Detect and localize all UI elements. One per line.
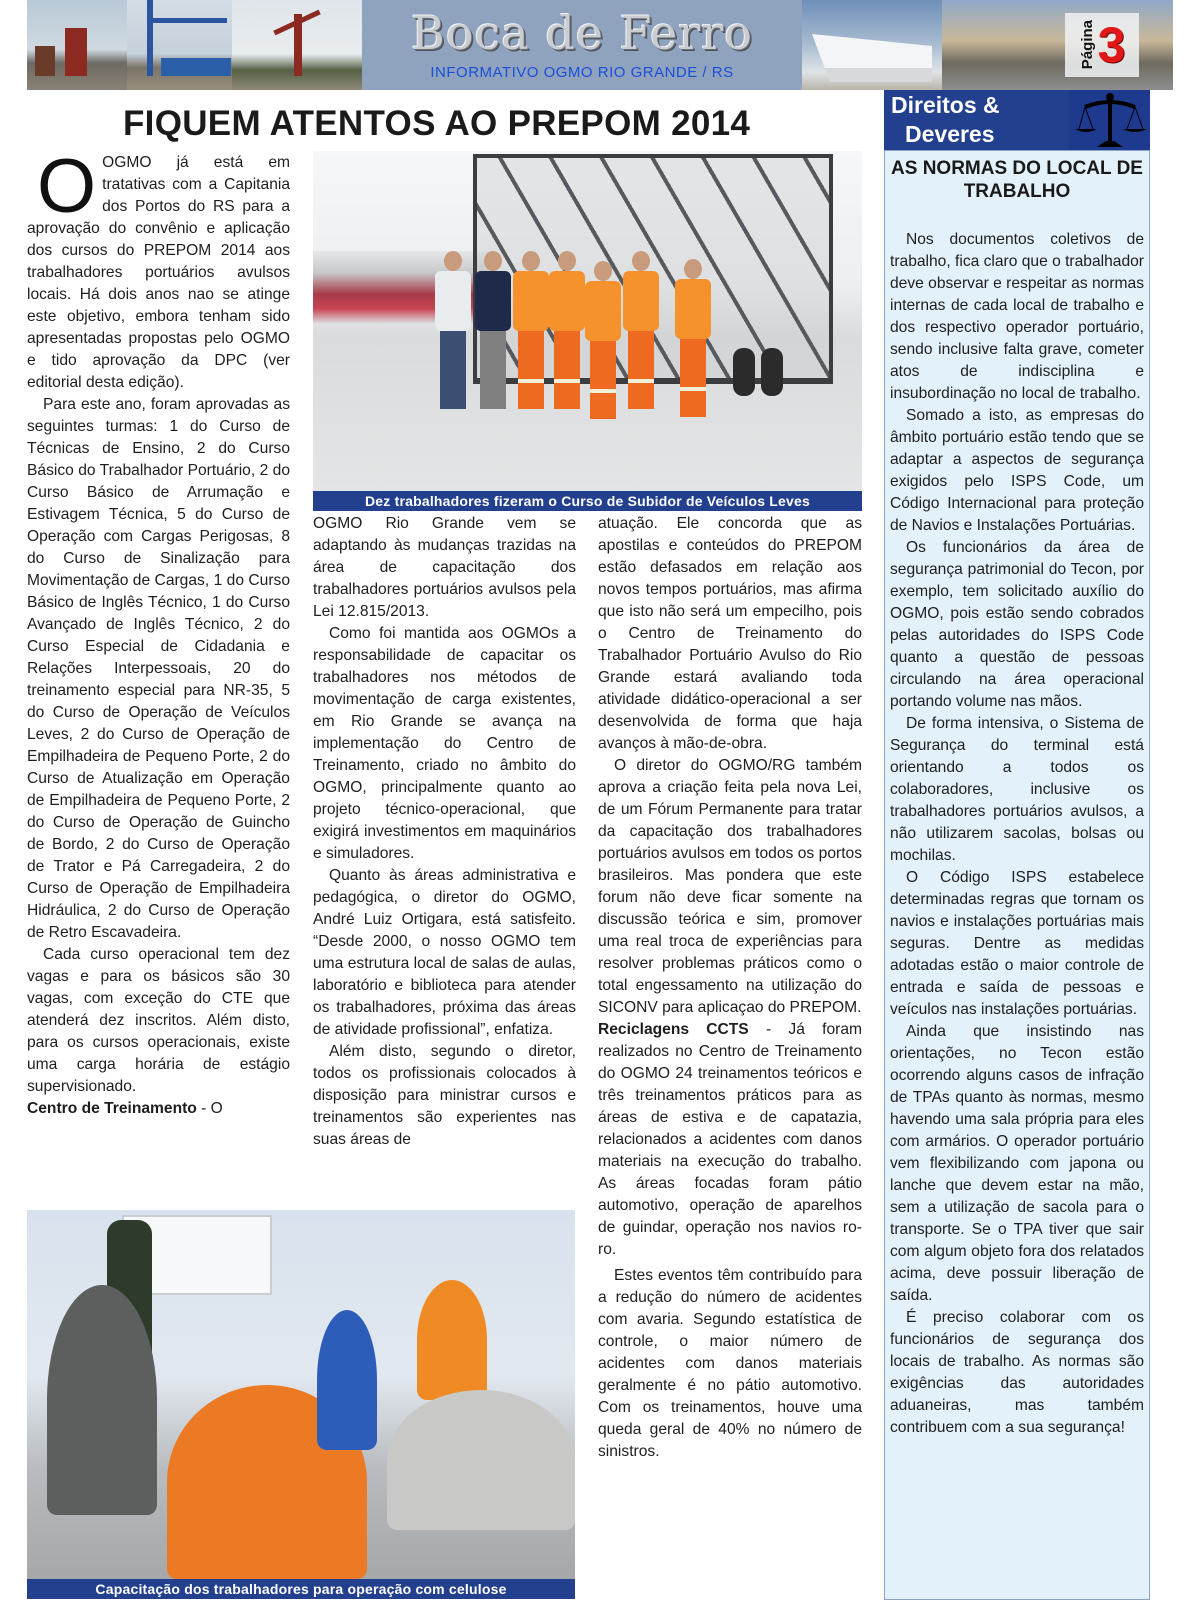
photo-caption: Dez trabalhadores fizeram o Curso de Subidor de Veículos Leves bbox=[313, 491, 862, 511]
sidebar-section-header bbox=[884, 90, 1150, 150]
person bbox=[675, 259, 711, 419]
page-badge bbox=[1065, 13, 1139, 77]
article-paragraph: O diretor do OGMO/RG também aprova a criação feita pela nova Lei, de um Fórum Permanente para tratar da capacitação dos trabalhadores portuários avulsos em todos os portos brasileiros. Mas pondera que este forum não deve ficar somente na discussão teórica e sim, promover uma real troca de experiências para resolver problemas práticos como o total engessamento na utilização do SICONV para aplicaçao do PREPOM. bbox=[598, 757, 862, 1016]
sidebar-paragraph: Nos documentos coletivos de trabalho, fica claro que o trabalhador deve observar e respeitar as normas internas de cada local de trabalho e dos respectivo operador portuário, sendo inclusive falta grave, cometer atos de indisciplina e insubordinação no local de trabalho. bbox=[890, 231, 1144, 402]
person bbox=[435, 251, 471, 411]
sidebar-box bbox=[884, 150, 1150, 1600]
subhead-reciclagens-ccts: Reciclagens CCTS bbox=[598, 1021, 749, 1038]
sidebar-paragraph: Os funcionários da área de segurança patrimonial do Tecon, por exemplo, tem solicitado auxílio do OGMO, pois estão sendo cobrados pelas autoridades do ISPS Code quanto a questão de pessoas circulando na área operacional portando volume nas mãos. bbox=[890, 539, 1144, 710]
port-crane-photo bbox=[27, 0, 127, 90]
workers-trailer-photo bbox=[313, 151, 862, 491]
article-column-1 bbox=[27, 144, 290, 1120]
article-paragraph: Reciclagens CCTS - Já foram realizados no Centro de Treinamento do OGMO 24 treinamentos teóricos e três treinamentos práticos para as áreas de estiva e de capatazia, relacionados a acidentes com danos materiais na execução do trabalho. As áreas focadas foram pátio automotivo, operação de aparelhos de guindar, operação nos navios ro-ro. bbox=[598, 1021, 862, 1258]
article-headline: FIQUEM ATENTOS AO PREPOM 2014 bbox=[123, 104, 751, 143]
sidebar-paragraph: Ainda que insistindo nas orientações, no Tecon estão ocorrendo alguns casos de infração de TPAs quanto às normas, mesmo havendo uma sala própria para eles com armários. O operador portuário vem flexibilizando com japona ou lanche que devem estar na mão, sem a utilização de sacola para o transporte. Se o TPA tiver que sair com algum objeto fora dos relatados acima, deve possuir liberação de saída. bbox=[890, 1023, 1144, 1304]
article-paragraph: Como foi mantida aos OGMOs a responsabilidade de capacitar os trabalhadores nos métodos de movimentação de carga existentes, em Rio Grande se avança na implementação do Centro de Treinamento, criado no âmbito do OGMO, principalmente quanto ao projeto técnico-operacional, que exigirá investimentos em maquinários e simuladores. bbox=[313, 625, 576, 862]
sidebar-paragraph: É preciso colaborar com os funcionários de segurança dos locais de trabalho. As normas são exigências das autoridades aduaneiras, mas também contribuem com a sua segurança! bbox=[890, 1309, 1144, 1436]
article-paragraph: Para este ano, foram aprovadas as seguintes turmas: 1 do Curso de Técnicas de Ensino, 2 do Curso Básico do Trabalhador Portuário, 2 do Curso Básico de Arrumação e Estivagem Técnica, 5 do Curso de Operação com Cargas Perigosas, 8 do Curso de Sinalização para Movimentação de Cargas, 1 do Curso Básico de Inglês Técnico, 1 do Curso Avançado de Inglês Técnico, 2 do Curso Especial de Cidadania e Relações Interpessoais, 20 do treinamento especial para NR-35, 5 do Curso de Operação de Veículos Leves, 2 do Curso de Operação de Empilhadeira de Pequeno Porte, 2 do Curso de Atualização em Operação de Empilhadeira de Pequeno Porte, 2 do Curso de Operação de Guincho de Bordo, 2 do Curso de Operação de Trator e Pá Carregadeira, 2 do Curso de Operação de Empilhadeira Hidráulica, 2 do Curso de Operação de Retro Escavadeira. bbox=[27, 396, 290, 941]
article-column-2 bbox=[313, 513, 576, 1151]
sidebar-paragraph: De forma intensiva, o Sistema de Segurança do terminal está orientando a todos os colaboradores, inclusive os trabalhadores portuários avulsos, a não utilizarem sacolas, bolsas ou mochilas. bbox=[890, 715, 1144, 864]
person bbox=[623, 251, 659, 411]
article-paragraph: Cada curso operacional tem dez vagas e para os básicos são 30 vagas, com exceção do CTE que atenderá dez inscritos. Além disto, para os cursos operacionais, existe uma carga horária de estágio supervisionado. bbox=[27, 946, 290, 1095]
newsletter-title: Boca de Ferro bbox=[411, 5, 753, 60]
person bbox=[585, 261, 621, 421]
harbor-crane-photo bbox=[232, 0, 362, 90]
newsletter-subtitle: INFORMATIVO OGMO RIO GRANDE / RS bbox=[430, 63, 734, 81]
student bbox=[47, 1285, 157, 1515]
classroom-training-photo bbox=[27, 1210, 575, 1579]
article-paragraph: atuação. Ele concorda que as apostilas e conteúdos do PREPOM estão defasados em relação aos novos tempos portuários, mas afirma que isto não será um empecilho, pois o Centro de Treinamento do Trabalhador Portuário Avulso do Rio Grande estará avaliando toda atividade didático-operacional a ser desenvolvida de forma que haja avanços à mão-de-obra. bbox=[598, 515, 862, 752]
masthead-title-block bbox=[362, 0, 802, 90]
sidebar-paragraph: Somado a isto, as empresas do âmbito portuário estão tendo que se adaptar a aspectos de segurança exigidos pelo ISPS Code, um Código Internacional para proteção de Navios e Instalações Portuárias. bbox=[890, 407, 1144, 534]
page-number: 3 bbox=[1097, 17, 1126, 73]
article-paragraph: Quanto às áreas administrativa e pedagógica, o diretor do OGMO, André Luiz Ortigara, está satisfeito. “Desde 2000, o nosso OGMO tem uma estrutura local de salas de aulas, laboratório e biblioteca para atender os trabalhadores, próxima das áreas de atividade profissional”, enfatiza. bbox=[313, 867, 576, 1038]
page-label: Página bbox=[1078, 20, 1096, 70]
student bbox=[417, 1280, 487, 1400]
sidebar-body bbox=[890, 229, 1144, 1439]
subhead-centro-de-treinamento: Centro de Treinamento bbox=[27, 1100, 197, 1117]
person bbox=[549, 251, 585, 411]
person bbox=[475, 251, 511, 411]
article-paragraph: Centro de Treinamento - O bbox=[27, 1100, 223, 1117]
article-paragraph: OOGMO já está em tratativas com a Capitania dos Portos do RS para a aprovação do convênio e aplicação dos cursos do PREPOM 2014 aos trabalhadores portuários avulsos locais. Há dois anos nao se atinge este objetivo, embora tenham sido apresentadas propostas pelo OGMO e tido aprovação da DPC (ver editorial desta edição). bbox=[27, 144, 290, 391]
article-paragraph: Estes eventos têm contribuído para a redução do número de acidentes com avaria. Segundo estatística de controle, o maior número de acidentes com danos materiais geralmente é no pátio automotivo. Com os treinamentos, houve uma queda geral de 40% no número de sinistros. bbox=[598, 1267, 862, 1460]
masthead bbox=[27, 0, 1173, 90]
student bbox=[317, 1310, 377, 1450]
article-column-3 bbox=[598, 513, 862, 1463]
drop-cap: O bbox=[37, 144, 97, 229]
photo-caption: Capacitação dos trabalhadores para operação com celulose bbox=[27, 1579, 575, 1599]
container-ship-photo bbox=[127, 0, 232, 90]
person bbox=[513, 251, 549, 411]
scales-of-justice-icon bbox=[1069, 90, 1150, 150]
sidebar-title: AS NORMAS DO LOCAL DE TRABALHO bbox=[891, 158, 1143, 202]
dock-photo bbox=[942, 0, 1173, 90]
article-paragraph: OGMO Rio Grande vem se adaptando às mudanças trazidas na área de capacitação dos trabalhadores portuários avulsos pela Lei 12.815/2013. bbox=[313, 515, 576, 620]
sidebar-section-title: Direitos & Deveres bbox=[891, 92, 1000, 147]
sidebar-paragraph: O Código ISPS estabelece determinadas regras que tornam os navios e instalações portuárias mais seguras. Dentre as medidas adotadas estão o maior controle de entrada e saída de pessoas e veículos nas instalações portuárias. bbox=[890, 869, 1144, 1018]
article-paragraph: Além disto, segundo o diretor, todos os profissionais colocados à disposição para ministrar cursos e treinamentos são experientes nas suas áreas de bbox=[313, 1043, 576, 1148]
student bbox=[387, 1390, 575, 1530]
cruise-ship-photo bbox=[802, 0, 942, 90]
